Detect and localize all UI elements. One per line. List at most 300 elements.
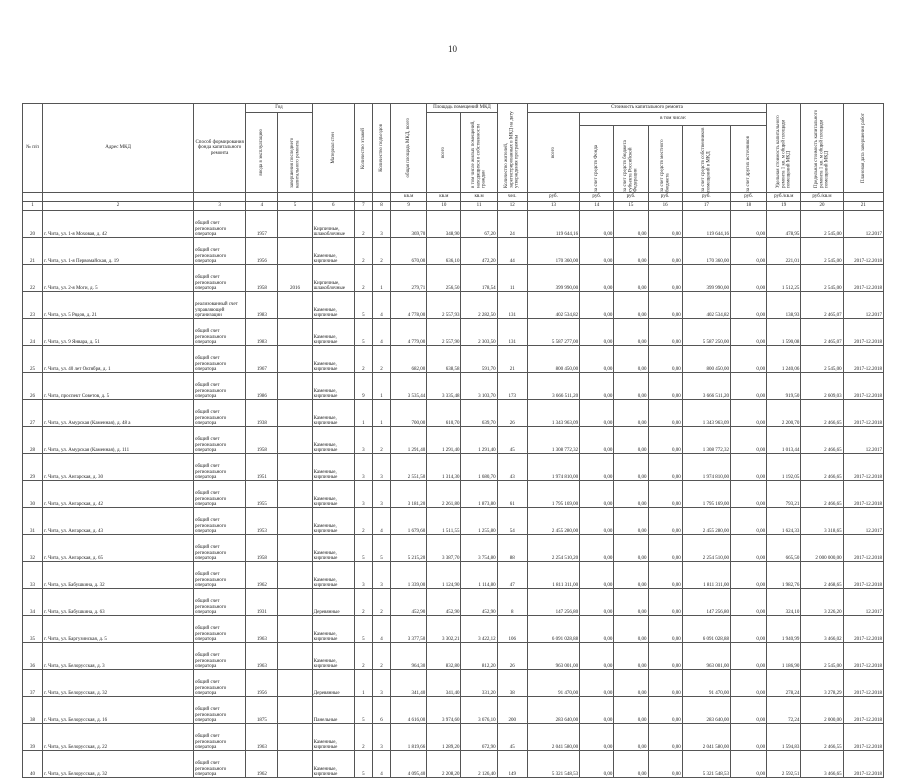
cell-y1: 1875 xyxy=(246,697,278,724)
cell-c: 2 041 580,00 xyxy=(527,724,579,751)
cell-ar: 591,70 xyxy=(461,346,497,373)
cell-c4: 5 587 250,00 xyxy=(682,319,730,346)
cell-c2: 0,00 xyxy=(614,346,648,373)
cell-y2 xyxy=(278,670,312,697)
header-area-all: всего xyxy=(427,113,461,193)
cell-c2: 0,00 xyxy=(614,670,648,697)
cell-c1: 0,00 xyxy=(580,724,614,751)
cell-wall: Кирпичные, шлакоблочные xyxy=(312,265,354,292)
cell-ta: 3 535,44 xyxy=(391,373,427,400)
cell-y2 xyxy=(278,508,312,535)
cell-c3: 0,00 xyxy=(648,265,682,292)
cell-res: 26 xyxy=(497,400,527,427)
cell-mc: 2 545,00 xyxy=(801,643,843,670)
cell-fl: 2 xyxy=(354,643,372,670)
cell-y2 xyxy=(278,319,312,346)
cell-en: 2 xyxy=(372,427,390,454)
cell-en: 5 xyxy=(372,535,390,562)
cell-ta: 1 819,66 xyxy=(391,724,427,751)
cell-aa: 341,40 xyxy=(427,670,461,697)
cell-d: 12.2017 xyxy=(843,427,883,454)
cell-ta: 4 616,00 xyxy=(391,697,427,724)
cell-y2 xyxy=(278,346,312,373)
header-max-cost: Предельная стоимость капитального ремонта 1 кв. м общей площади помещений МКД xyxy=(801,104,843,193)
cell-addr: г. Чита, ул. Белорусская, д. 32 xyxy=(43,670,194,697)
cell-method: общий счет регионального оператора xyxy=(193,319,245,346)
unit-cell xyxy=(372,193,390,202)
cell-c1: 0,00 xyxy=(580,373,614,400)
cell-addr: г. Чита, ул. 1-я Первомайская, д. 19 xyxy=(43,238,194,265)
cell-wall: Каменные, кирпичные xyxy=(312,346,354,373)
cell-c4: 2 041 580,00 xyxy=(682,724,730,751)
header-cost-regional: за счет средств бюджета субъекта Российской Федерации xyxy=(614,126,648,193)
cell-fl: 1 xyxy=(354,670,372,697)
header-cost-all: всего xyxy=(527,113,579,193)
cell-y2 xyxy=(278,427,312,454)
cell-c4: 170 360,00 xyxy=(682,238,730,265)
cell-n: 33 xyxy=(23,562,43,589)
capital-repair-table xyxy=(22,103,884,778)
cell-c: 1 974 810,00 xyxy=(527,454,579,481)
cell-aa: 1 314,30 xyxy=(427,454,461,481)
cell-sc: 221,01 xyxy=(767,238,801,265)
cell-mc: 2 468,65 xyxy=(801,562,843,589)
cell-c5: 0,00 xyxy=(730,670,766,697)
cell-aa: 348,90 xyxy=(427,211,461,238)
cell-d: 12.2017 xyxy=(843,589,883,616)
column-number-cell: 12 xyxy=(497,202,527,211)
unit-cell xyxy=(193,193,245,202)
cell-c4: 963 001,00 xyxy=(682,643,730,670)
cell-y1: 1963 xyxy=(246,724,278,751)
header-cost-local: за счет средств местного бюджета xyxy=(648,126,682,193)
cell-ta: 964,30 xyxy=(391,643,427,670)
cell-c3: 0,00 xyxy=(648,400,682,427)
cell-sc: 278,24 xyxy=(767,670,801,697)
cell-n: 40 xyxy=(23,751,43,778)
cell-c5: 0,00 xyxy=(730,400,766,427)
cell-c5: 0,00 xyxy=(730,265,766,292)
column-numbers-row xyxy=(23,202,884,211)
cell-c3: 0,00 xyxy=(648,535,682,562)
cell-c1: 0,00 xyxy=(580,292,614,319)
cell-c3: 0,00 xyxy=(648,697,682,724)
cell-mc: 3 466,02 xyxy=(801,616,843,643)
cell-wall: Каменные, кирпичные xyxy=(312,751,354,778)
header-entrances: Количество подъездов xyxy=(372,104,390,193)
cell-addr: г. Чита, ул. Ангарская, д. 42 xyxy=(43,481,194,508)
cell-c: 119 644,16 xyxy=(527,211,579,238)
cell-c3: 0,00 xyxy=(648,211,682,238)
cell-res: 149 xyxy=(497,751,527,778)
unit-cell xyxy=(246,193,278,202)
cell-addr: г. Чита, ул. Амурская (Каменная), д. 48 а xyxy=(43,400,194,427)
cell-wall: Каменные, кирпичные xyxy=(312,481,354,508)
cell-n: 21 xyxy=(23,238,43,265)
cell-d: 2017-12.2018 xyxy=(843,400,883,427)
unit-cell: чел. xyxy=(497,193,527,202)
header-specific-cost: Удельная стоимость капитального ремонта 1 кв. м общей площади помещений МКД xyxy=(767,104,801,193)
cell-ta: 1 339,00 xyxy=(391,562,427,589)
cell-n: 25 xyxy=(23,346,43,373)
column-number-cell: 15 xyxy=(614,202,648,211)
cell-addr: г. Чита, ул. 1-я Моховая, д. 42 xyxy=(43,211,194,238)
cell-fl: 5 xyxy=(354,751,372,778)
cell-addr: г. Чита, ул. 9 Январа, д. 51 xyxy=(43,319,194,346)
cell-y2 xyxy=(278,373,312,400)
cell-mc: 2 545,00 xyxy=(801,211,843,238)
cell-c4: 402 534,82 xyxy=(682,292,730,319)
cell-c: 6 091 028,88 xyxy=(527,616,579,643)
cell-res: 45 xyxy=(497,427,527,454)
unit-cell: руб./кв.м xyxy=(801,193,843,202)
cell-y1: 1986 xyxy=(246,373,278,400)
cell-ar: 812,20 xyxy=(461,643,497,670)
cell-sc: 1 594,83 xyxy=(767,724,801,751)
cell-ta: 279,71 xyxy=(391,265,427,292)
cell-n: 29 xyxy=(23,454,43,481)
cell-mc: 3 226,20 xyxy=(801,589,843,616)
cell-d: 2017-12.2018 xyxy=(843,670,883,697)
cell-ar: 331,20 xyxy=(461,670,497,697)
cell-res: 43 xyxy=(497,454,527,481)
cell-wall: Каменные, кирпичные xyxy=(312,508,354,535)
header-cost-federal: за счет средств Фонда xyxy=(580,126,614,193)
cell-fl: 2 xyxy=(354,265,372,292)
unit-cell xyxy=(354,193,372,202)
cell-c3: 0,00 xyxy=(648,319,682,346)
cell-mc: 2 466,55 xyxy=(801,724,843,751)
cell-y2 xyxy=(278,211,312,238)
cell-c1: 0,00 xyxy=(580,265,614,292)
cell-en: 1 xyxy=(372,400,390,427)
cell-method: общий счет регионального оператора xyxy=(193,211,245,238)
cell-c: 1 795 169,00 xyxy=(527,481,579,508)
column-number-cell: 16 xyxy=(648,202,682,211)
table-row xyxy=(23,562,884,589)
cell-sc: 72,24 xyxy=(767,697,801,724)
column-number-cell: 9 xyxy=(391,202,427,211)
cell-aa: 832,80 xyxy=(427,643,461,670)
cell-c5: 0,00 xyxy=(730,319,766,346)
cell-c2: 0,00 xyxy=(614,535,648,562)
table-row xyxy=(23,454,884,481)
cell-wall: Каменные, кирпичные xyxy=(312,373,354,400)
table-row xyxy=(23,319,884,346)
cell-sc: 919,50 xyxy=(767,373,801,400)
cell-y1: 1957 xyxy=(246,211,278,238)
cell-c1: 0,00 xyxy=(580,211,614,238)
cell-y1: 1958 xyxy=(246,427,278,454)
cell-ta: 3 377,50 xyxy=(391,616,427,643)
header-area-residential: в том числе жилых помещений, находящихся в собственности граждан xyxy=(461,113,497,193)
cell-y2 xyxy=(278,724,312,751)
cell-sc: 1 240,06 xyxy=(767,346,801,373)
column-number-cell: 18 xyxy=(730,202,766,211)
cell-ta: 1 291,40 xyxy=(391,427,427,454)
cell-addr: г. Чита, ул. Белорусская, д. 32 xyxy=(43,751,194,778)
cell-c5: 0,00 xyxy=(730,724,766,751)
cell-fl: 3 xyxy=(354,562,372,589)
cell-c2: 0,00 xyxy=(614,643,648,670)
cell-c1: 0,00 xyxy=(580,697,614,724)
column-number-cell: 6 xyxy=(312,202,354,211)
cell-ta: 700,00 xyxy=(391,400,427,427)
cell-method: общий счет регионального оператора xyxy=(193,508,245,535)
cell-c1: 0,00 xyxy=(580,400,614,427)
column-number-cell: 1 xyxy=(23,202,43,211)
cell-c2: 0,00 xyxy=(614,562,648,589)
cell-res: 44 xyxy=(497,238,527,265)
cell-c5: 0,00 xyxy=(730,616,766,643)
cell-c: 147 256,80 xyxy=(527,589,579,616)
column-number-cell: 11 xyxy=(461,202,497,211)
cell-en: 1 xyxy=(372,265,390,292)
cell-c: 402 534,82 xyxy=(527,292,579,319)
cell-ta: 452,90 xyxy=(391,589,427,616)
cell-en: 6 xyxy=(372,697,390,724)
cell-c: 283 640,00 xyxy=(527,697,579,724)
cell-c3: 0,00 xyxy=(648,724,682,751)
cell-d: 12.2017 xyxy=(843,211,883,238)
cell-y2: 2016 xyxy=(278,265,312,292)
cell-en: 4 xyxy=(372,508,390,535)
unit-cell xyxy=(312,193,354,202)
cell-c2: 0,00 xyxy=(614,292,648,319)
column-number-cell: 4 xyxy=(246,202,278,211)
cell-c5: 0,00 xyxy=(730,697,766,724)
cell-c5: 0,00 xyxy=(730,643,766,670)
cell-fl: 9 xyxy=(354,373,372,400)
cell-res: 8 xyxy=(497,589,527,616)
cell-c1: 0,00 xyxy=(580,751,614,778)
table-row xyxy=(23,265,884,292)
cell-fl: 3 xyxy=(354,454,372,481)
cell-y2 xyxy=(278,697,312,724)
cell-res: 88 xyxy=(497,535,527,562)
cell-ar: 1 680,70 xyxy=(461,454,497,481)
cell-wall: Каменные, кирпичные xyxy=(312,427,354,454)
cell-d: 2017-12.2018 xyxy=(843,319,883,346)
cell-c: 1 811 311,00 xyxy=(527,562,579,589)
cell-en: 4 xyxy=(372,319,390,346)
cell-method: общий счет регионального оператора xyxy=(193,670,245,697)
table-row xyxy=(23,373,884,400)
cell-addr: г. Чита, ул. Ангарская, д. 30 xyxy=(43,454,194,481)
cell-c2: 0,00 xyxy=(614,319,648,346)
cell-c1: 0,00 xyxy=(580,562,614,589)
cell-ar: 3 754,80 xyxy=(461,535,497,562)
cell-y2 xyxy=(278,751,312,778)
cell-mc: 2 545,00 xyxy=(801,238,843,265)
cell-d: 2017-12.2018 xyxy=(843,616,883,643)
cell-aa: 452,90 xyxy=(427,589,461,616)
cell-c4: 1 795 169,00 xyxy=(682,481,730,508)
cell-c5: 0,00 xyxy=(730,346,766,373)
cell-aa: 1 124,90 xyxy=(427,562,461,589)
cell-n: 31 xyxy=(23,508,43,535)
cell-ar: 3 103,70 xyxy=(461,373,497,400)
cell-wall: Каменные, кирпичные xyxy=(312,535,354,562)
cell-ar: 452,90 xyxy=(461,589,497,616)
column-number-cell: 3 xyxy=(193,202,245,211)
cell-y1: 1956 xyxy=(246,238,278,265)
cell-c2: 0,00 xyxy=(614,265,648,292)
cell-c: 800 450,00 xyxy=(527,346,579,373)
cell-c4: 1 343 963,09 xyxy=(682,400,730,427)
cell-res: 26 xyxy=(497,643,527,670)
cell-c: 1 343 963,09 xyxy=(527,400,579,427)
cell-en: 1 xyxy=(372,373,390,400)
cell-y1: 1962 xyxy=(246,751,278,778)
cell-wall: Кирпичные, шлакоблочные xyxy=(312,211,354,238)
cell-c5: 0,00 xyxy=(730,454,766,481)
cell-res: 200 xyxy=(497,697,527,724)
cell-c2: 0,00 xyxy=(614,400,648,427)
cell-y2 xyxy=(278,535,312,562)
cell-ta: 682,00 xyxy=(391,346,427,373)
cell-method: общий счет регионального оператора xyxy=(193,724,245,751)
cell-c2: 0,00 xyxy=(614,724,648,751)
cell-method: общий счет регионального оператора xyxy=(193,616,245,643)
cell-c5: 0,00 xyxy=(730,562,766,589)
units-row xyxy=(23,193,884,202)
unit-cell: руб. xyxy=(614,193,648,202)
cell-res: 131 xyxy=(497,292,527,319)
cell-c5: 0,00 xyxy=(730,589,766,616)
cell-en: 2 xyxy=(372,643,390,670)
cell-c4: 147 256,80 xyxy=(682,589,730,616)
cell-mc: 2 545,00 xyxy=(801,346,843,373)
cell-ar: 67,20 xyxy=(461,211,497,238)
cell-c2: 0,00 xyxy=(614,508,648,535)
cell-d: 2017-12.2018 xyxy=(843,373,883,400)
cell-ta: 369,70 xyxy=(391,211,427,238)
cell-fl: 5 xyxy=(354,616,372,643)
cell-sc: 324,10 xyxy=(767,589,801,616)
header-cost-other: за счет других источников xyxy=(730,126,766,193)
cell-c4: 6 091 028,88 xyxy=(682,616,730,643)
cell-ar: 2 282,50 xyxy=(461,292,497,319)
header-num: № п/п xyxy=(23,104,43,193)
cell-res: 45 xyxy=(497,724,527,751)
cell-c1: 0,00 xyxy=(580,535,614,562)
column-number-cell: 14 xyxy=(580,202,614,211)
unit-cell: кв.м xyxy=(391,193,427,202)
cell-c2: 0,00 xyxy=(614,238,648,265)
cell-d: 2017-12.2018 xyxy=(843,535,883,562)
cell-ar: 2 303,50 xyxy=(461,319,497,346)
cell-c2: 0,00 xyxy=(614,751,648,778)
cell-ar: 1 873,80 xyxy=(461,481,497,508)
cell-sc: 1 590,08 xyxy=(767,319,801,346)
cell-ar: 1 255,80 xyxy=(461,508,497,535)
cell-c: 399 990,00 xyxy=(527,265,579,292)
table-row xyxy=(23,400,884,427)
column-number-cell: 5 xyxy=(278,202,312,211)
cell-c2: 0,00 xyxy=(614,589,648,616)
cell-en: 2 xyxy=(372,589,390,616)
cell-n: 36 xyxy=(23,643,43,670)
cell-method: общий счет регионального оператора xyxy=(193,535,245,562)
header-planned-date: Плановая дата завершения работ xyxy=(843,104,883,193)
cell-d: 2017-12.2018 xyxy=(843,697,883,724)
cell-c4: 119 644,16 xyxy=(682,211,730,238)
cell-c2: 0,00 xyxy=(614,427,648,454)
cell-mc: 3 466,65 xyxy=(801,751,843,778)
cell-c: 170 360,00 xyxy=(527,238,579,265)
cell-c3: 0,00 xyxy=(648,562,682,589)
cell-c1: 0,00 xyxy=(580,643,614,670)
cell-sc: 1 186,90 xyxy=(767,643,801,670)
unit-cell: кв.м xyxy=(427,193,461,202)
cell-method: общий счет регионального оператора xyxy=(193,427,245,454)
cell-sc: 1 192,05 xyxy=(767,454,801,481)
cell-ar: 2 126,40 xyxy=(461,751,497,778)
cell-sc: 793,21 xyxy=(767,481,801,508)
cell-y1: 1962 xyxy=(246,562,278,589)
cell-c2: 0,00 xyxy=(614,454,648,481)
cell-wall: Каменные, кирпичные xyxy=(312,292,354,319)
cell-res: 21 xyxy=(497,346,527,373)
cell-c1: 0,00 xyxy=(580,508,614,535)
cell-addr: г. Чита, проспект Советов, д. 5 xyxy=(43,373,194,400)
cell-res: 106 xyxy=(497,616,527,643)
header-wall: Материал стен xyxy=(312,104,354,193)
cell-method: общий счет регионального оператора xyxy=(193,697,245,724)
cell-fl: 5 xyxy=(354,697,372,724)
cell-y1: 1963 xyxy=(246,616,278,643)
cell-addr: г. Чита, ул. Бабушкина, д. 63 xyxy=(43,589,194,616)
cell-n: 22 xyxy=(23,265,43,292)
unit-cell xyxy=(23,193,43,202)
cell-en: 3 xyxy=(372,211,390,238)
cell-c4: 283 640,00 xyxy=(682,697,730,724)
cell-aa: 638,58 xyxy=(427,346,461,373)
header-total-area: общая площадь МКД, всего xyxy=(391,104,427,193)
header-year-commission: ввода в эксплуатацию xyxy=(246,113,278,193)
cell-c: 91 470,00 xyxy=(527,670,579,697)
cell-c: 1 308 772,32 xyxy=(527,427,579,454)
cell-y2 xyxy=(278,643,312,670)
cell-n: 32 xyxy=(23,535,43,562)
cell-y1: 1938 xyxy=(246,400,278,427)
cell-addr: г. Чита, ул. 40 лет Октября, д. 1 xyxy=(43,346,194,373)
column-number-cell: 20 xyxy=(801,202,843,211)
cell-en: 3 xyxy=(372,481,390,508)
cell-n: 39 xyxy=(23,724,43,751)
cell-mc: 2 465,07 xyxy=(801,292,843,319)
cell-d: 2017-12.2018 xyxy=(843,643,883,670)
cell-wall: Деревянные xyxy=(312,589,354,616)
cell-ar: 178,54 xyxy=(461,265,497,292)
cell-en: 3 xyxy=(372,562,390,589)
cell-sc: 2 592,51 xyxy=(767,751,801,778)
unit-cell: руб. xyxy=(682,193,730,202)
column-number-cell: 17 xyxy=(682,202,730,211)
cell-wall: Каменные, кирпичные xyxy=(312,454,354,481)
cell-d: 2017-12.2018 xyxy=(843,346,883,373)
cell-y1: 1955 xyxy=(246,481,278,508)
cell-fl: 1 xyxy=(354,400,372,427)
table-row xyxy=(23,724,884,751)
cell-mc: 2 466,65 xyxy=(801,400,843,427)
cell-y2 xyxy=(278,292,312,319)
cell-method: общий счет регионального оператора xyxy=(193,589,245,616)
table-row xyxy=(23,346,884,373)
cell-c: 5 587 277,00 xyxy=(527,319,579,346)
cell-c3: 0,00 xyxy=(648,373,682,400)
